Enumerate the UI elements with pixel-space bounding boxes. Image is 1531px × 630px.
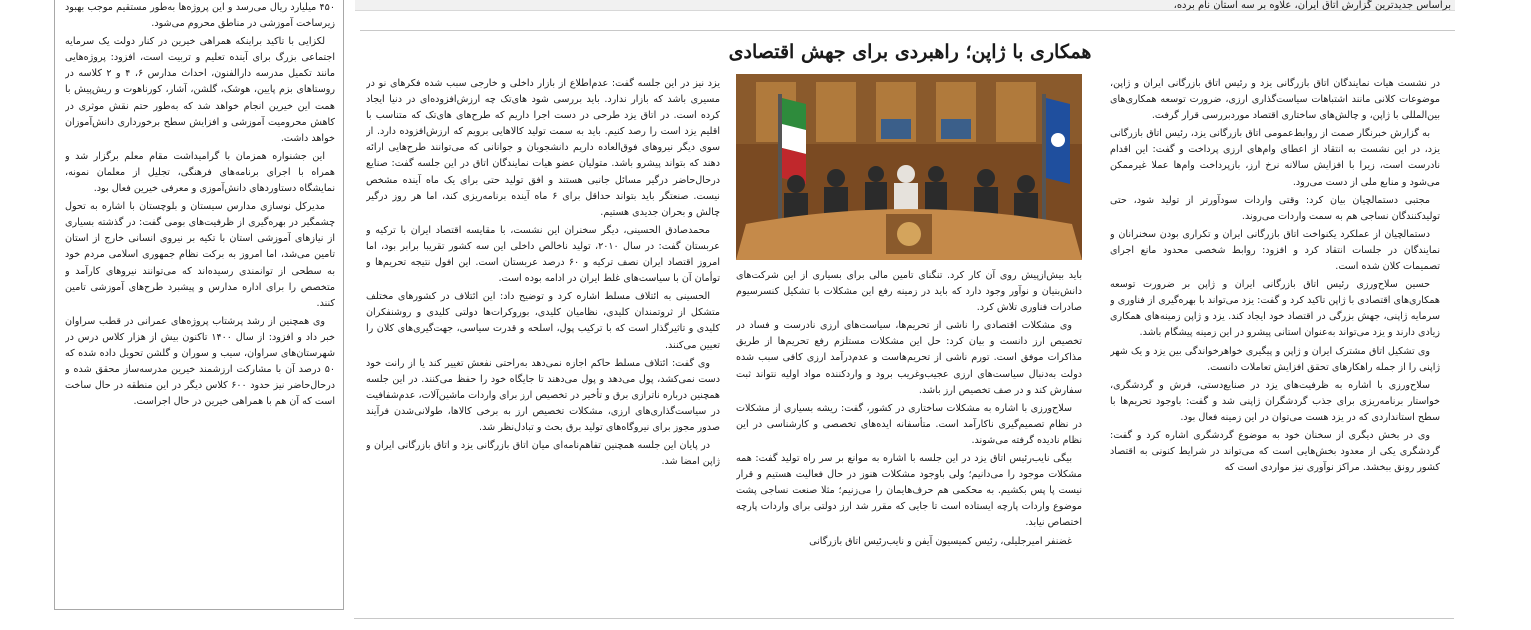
article-paragraph: وی تشکیل اتاق مشترک ایران و ژاپن و پیگیری خواهرخواندگی بین یزد و یک شهر ژاپنی را از جمله راهکارهای تحقق افزایش تعاملات دانست. xyxy=(1110,345,1440,373)
article-column-left xyxy=(366,76,720,606)
previous-article-tail: براساس جدیدترین گزارش اتاق ایران، علاوه بر سه استان نام برده، xyxy=(1173,0,1451,11)
sidebar-paragraph: وی همچنین از رشد پرشتاب پروژه‌های عمرانی در قطب سراوان خبر داد و افزود: از سال ۱۴۰۰ تاکنون بیش از هزار کلاس درس در شهرستان‌های سراوان، سیب و سوران و گلشن تحویل داده شده که ۵۰ درصد آن با مشارکت ارزشمند خیرین مدرسه‌ساز محقق شده و درحال‌حاضر نیز حدود ۶۰۰ کلاس دیگر در این منطقه در حال ساخت است که آن هم با همراهی خیرین در حال اجراست. xyxy=(65,315,335,408)
article-paragraph: وی گفت: ائتلاف مسلط حاکم اجازه نمی‌دهد به‌راحتی نفعش تغییر کند یا از رانت خود دست نمی‌کشد، پول می‌دهد و پول می‌دهند تا جایگاه خود را حفظ می‌کنند. در این جلسه همچنین درباره ناترازی برق و تأخیر در تخصیص ارز برای واردات ماشین‌آلات، عدم‌شفافیت در سیاست‌گذاری‌های ارزی، مشکلات تخصیص ارز به برخی کالاها، طولانی‌شدن فرآیند صدور مجوز برای نیروگاه‌های تولید برق بحث و تبادل‌نظر شد. xyxy=(366,357,720,433)
bottom-rule xyxy=(354,618,1454,619)
article-column-middle xyxy=(736,268,1082,606)
article-paragraph: یزد نیز در این جلسه گفت: عدم‌اطلاع از بازار داخلی و خارجی سبب شده فکرهای نو در مسیری باشد که بازار ندارد. باید بررسی شود های‌تک چه ارزش‌افزوده‌ای در دنیا ایجاد کرده است. در اتاق یزد طرحی در دست اجرا داریم که طرح‌های های‌تک که متناسب با اقلیم یزد است را رصد کنیم. باید به سمت تولید کالاهایی برویم که ارزش‌افزوده دارد. از سوی دیگر نیروهای فوق‌العاده داریم دانشجویان و جوانانی که می‌توانند طرح‌هایی ارائه دهند که بتواند پیشرو باشد. متولیان عضو هیات نمایندگان اتاق در این جلسه گفت: صنایع درحال‌حاضر درگیر مسائل جانبی هستند و افق تولید حتی برای یک ماه آینده مشخص نیست. صنعتگر باید بتواند حداقل برای ۶ ماه آینده برنامه‌ریزی کند، اما هر روز درگیر چالش و بحران جدیدی هستیم. xyxy=(366,78,720,218)
article-paragraph: دستمالچیان از عملکرد یکنواخت اتاق بازرگانی ایران و تکراری بودن سخنرانان و نمایندگان در جلسات انتقاد کرد و افزود: روابط شخصی محدود مانع اجرای تصمیمات کلان شده است. xyxy=(1110,228,1440,273)
article-paragraph: سلاح‌ورزی با اشاره به مشکلات ساختاری در کشور، گفت: ریشه بسیاری از مشکلات در نظام تصمیم‌گیری ناکارآمد است. متأسفانه ایده‌های تخصصی و کارشناسی در این نظام نادیده گرفته می‌شوند. xyxy=(736,402,1082,446)
meeting-photo xyxy=(736,74,1082,260)
article-paragraph: در پایان این جلسه همچنین تفاهم‌نامه‌ای میان اتاق بازرگانی یزد و اتاق بازرگانی ایران و ژاپن امضا شد. xyxy=(366,440,720,468)
sidebar-article-box xyxy=(54,0,344,610)
sidebar-paragraph: ۴۵۰ میلیارد ریال می‌رسد و این پروژه‌ها به‌طور مستقیم موجب بهبود زیرساخت آموزشی در مناطق محروم می‌شود. xyxy=(65,2,335,30)
article-paragraph: وی مشکلات اقتصادی را ناشی از تحریم‌ها، سیاست‌های ارزی نادرست و فساد در تخصیص ارز دانست و بیان کرد: حل این مشکلات مستلزم رفع تحریم‌ها از طریق مذاکرات موفق است. تورم ناشی از تحریم‌هاست و عدم‌درآمد ارزی کافی سبب شده دولت به‌دنبال سیاست‌های ارزی عجیب‌وغریب برود و واردکننده مواد اولیه نتواند ثبت سفارش کند و در صف تخصیص ارز باشد. xyxy=(736,320,1082,396)
article-column-right xyxy=(1110,76,1440,606)
sidebar-paragraph: لکزایی با تاکید براینکه همراهی خیرین در کنار دولت یک سرمایه اجتماعی بزرگ برای آینده تعلیم و تربیت است، افزود: پروژه‌هایی مانند تکمیل مدرسه دارالفنون، احداث مدارس ۶، ۴ و ۲ کلاسه در روستاهای بزم پایین، هوشک، گلشن، آشار، کورناهوت و ریش‌پیش با همت این خیرین انجام خواهد شد که به‌طور حتم نقش موثری در کاهش محرومیت آموزشی و افزایش سطح برخورداری دانش‌آموزان خواهد داشت. xyxy=(65,36,335,144)
sidebar-paragraph: مدیرکل نوسازی مدارس سیستان و بلوچستان با اشاره به تحول چشمگیر در بهره‌گیری از ظرفیت‌های بومی گفت: در گذشته بسیاری از نیازهای آموزشی استان با تکیه بر نیروی انسانی خارج از استان تامین می‌شد، اما امروز به برکت نظام جمهوری اسلامی مردم خود به سطحی از توانمندی رسیده‌اند که می‌توانند نیروهای کارآمد و متخصص را برای اداره مدارس و پیشبرد طرح‌های آموزشی تامین کنند. xyxy=(65,201,335,309)
sidebar-paragraph: این جشنواره همزمان با گرامیداشت مقام معلم برگزار شد و همراه با اجرای برنامه‌های فرهنگی، تجلیل از معلمان نمونه، نمایشگاه دستاوردهای دانش‌آموزی و معرفی خیرین فعال بود. xyxy=(65,150,335,195)
article-paragraph: وی در بخش دیگری از سخنان خود به موضوع گردشگری اشاره کرد و گفت: گردشگری یکی از معدود بخش‌هایی است که می‌تواند در شرایط کنونی به اقتصاد کشور رونق ببخشد. مراکز نوآوری نیز مواردی است که xyxy=(1110,429,1440,474)
headline-rule xyxy=(360,30,1455,31)
article-paragraph: مجتبی دستمالچیان بیان کرد: وقتی واردات سودآورتر از تولید شود، حتی تولیدکنندگان نساجی هم به سمت واردات می‌روند. xyxy=(1110,194,1440,222)
article-paragraph: به گزارش خبرنگار صمت از روابط‌عمومی اتاق بازرگانی یزد، رئیس اتاق بازرگانی یزد، در این نشست به انتقاد از اعطای وام‌های ارزی پرداخت و گفت: این اقدام نادرست است، زیرا با افزایش سالانه نرخ ارز، بازپرداخت وام‌ها عملا غیرممکن می‌شود و منابع ملی از دست می‌رود. xyxy=(1110,128,1440,188)
meeting-photo-illustration xyxy=(736,74,1082,260)
article-paragraph: سلاح‌ورزی با اشاره به ظرفیت‌های یزد در صنایع‌دستی، فرش و گردشگری، خواستار برنامه‌ریزی برای جذب گردشگران ژاپنی شد و گفت: باوجود تحریم‌ها با سطح استانداردی که در یزد هست می‌توان در این زمینه فعال بود. xyxy=(1110,379,1440,423)
article-paragraph: بیگی نایب‌رئیس اتاق یزد در این جلسه با اشاره به موانع بر سر راه تولید گفت: همه مشکلات موجود را می‌دانیم؛ ولی باوجود مشکلات هنوز در حال فعالیت هستیم و قرار نیست پا پس بکشیم. به محکمی هم حرف‌هایمان را می‌زنیم؛ مثلا صنعت نساجی پشت موضوع واردات پارچه ایستاده است تا جایی که مقرر شد ارز دولتی برای واردات پارچه اختصاص نیابد. xyxy=(736,453,1082,529)
article-paragraph: محمدصادق الحسینی، دیگر سخنران این نشست، با مقایسه اقتصاد ایران با ترکیه و عربستان گفت: در سال ۲۰۱۰، تولید ناخالص داخلی این سه کشور تقریبا برابر بود، اما امروز اقتصاد ایران نصف ترکیه و ۶۰ درصد عربستان است. این افول نتیجه تحریم‌ها و توأمان آن با سیاست‌های غلط ایران در ادامه بوده است. xyxy=(366,224,720,285)
article-headline: همکاری با ژاپن؛ راهبردی برای جهش اقتصادی xyxy=(728,41,1092,63)
sidebar-text-column xyxy=(65,0,335,610)
article-paragraph: حسین سلاح‌ورزی رئیس اتاق بازرگانی ایران و ژاپن بر ضرورت توسعه همکاری‌های اقتصادی با ژاپن تاکید کرد و گفت: یزد می‌تواند با بهره‌گیری از فناوری و سرمایه ژاپنی، جهش بزرگی در اقتصاد خود ایجاد کند. یزد و ژاپن زمینه‌های همکاری زیادی دارند و یزد می‌تواند به‌عنوان استانی پیشرو در این زمینه پیشگام باشد. xyxy=(1110,279,1440,339)
article-paragraph: غضنفر امیرجلیلی، رئیس کمیسیون آیفن و نایب‌رئیس اتاق بازرگانی xyxy=(809,535,1072,547)
article-paragraph: الحسینی به ائتلاف مسلط اشاره کرد و توضیح داد: این ائتلاف در کشورهای مختلف متشکل از ثروتمندان کلیدی، نظامیان کلیدی، بوروکرات‌ها دولتی کلیدی و روشنفکران کلیدی و تاثیرگذار است که با ترکیب پول، اسلحه و قدرت سیاسی، جهت‌گیری‌های کلان را تعیین می‌کنند. xyxy=(366,291,720,351)
article-paragraph: در نشست هیات نمایندگان اتاق بازرگانی یزد و رئیس اتاق بازرگانی ایران و ژاپن، موضوعات کلانی مانند اشتباهات سیاست‌گذاری ارزی، ضرورت توسعه همکاری‌های بین‌المللی با ژاپن، و چالش‌های ساختاری اقتصاد موردبررسی قرار گرفت. xyxy=(1110,78,1440,122)
article-paragraph: باید بیش‌ازپیش روی آن کار کرد. تنگنای تامین مالی برای بسیاری از این شرکت‌های دانش‌بنیان و نوآور وجود دارد که باید در زمینه رفع این مشکلات با تشکیل کنسرسیوم صادرات فناوری تلاش کرد. xyxy=(736,270,1082,314)
